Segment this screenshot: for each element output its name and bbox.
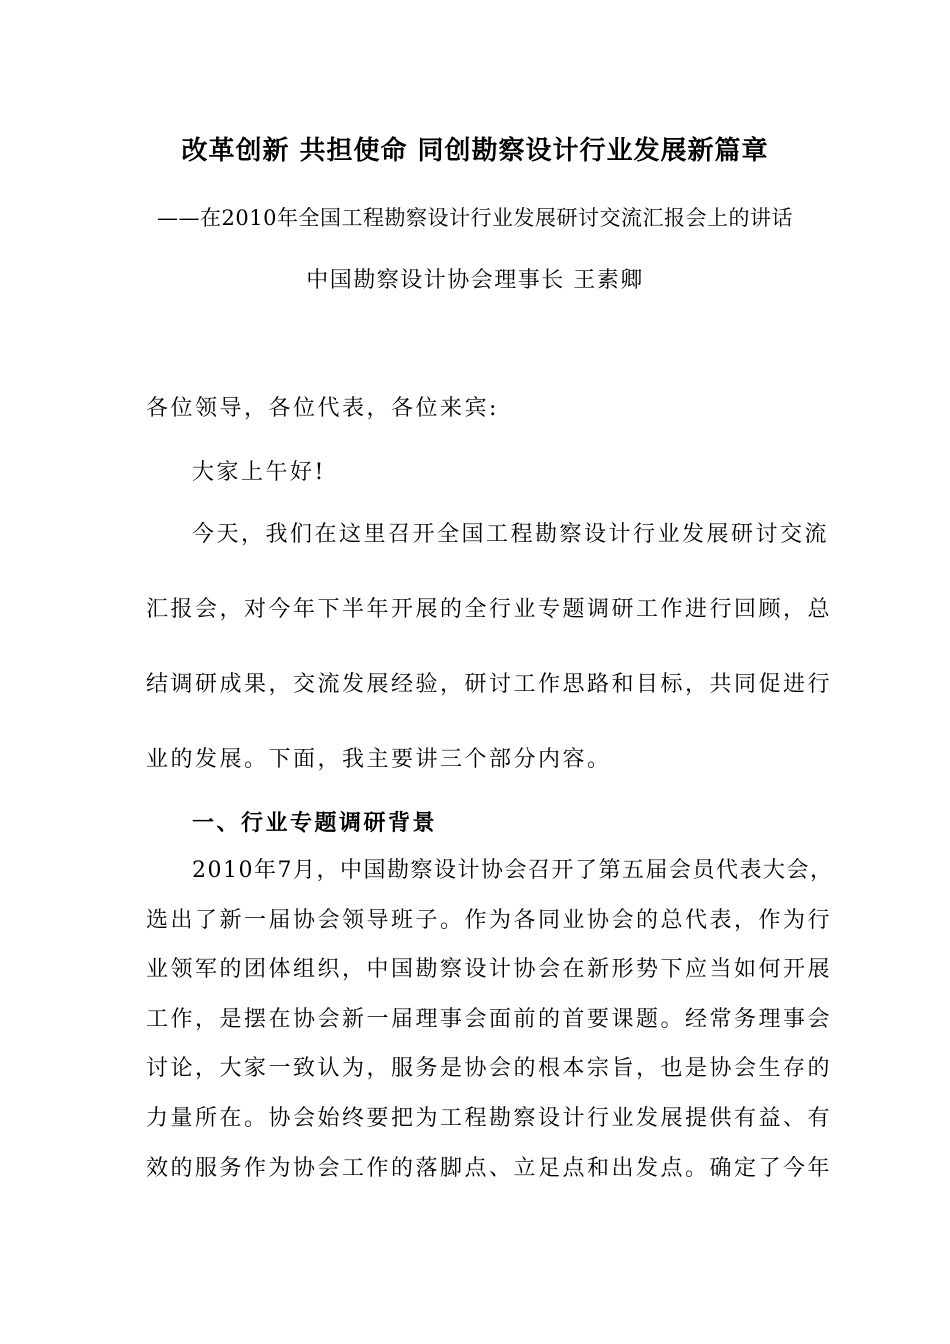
- paragraph1-line4: 业的发展。下面，我主要讲三个部分内容。: [146, 747, 612, 772]
- paragraph2-line5: 讨论，大家一致认为，服务是协会的根本宗旨，也是协会生存的: [146, 1056, 833, 1081]
- paragraph1-line2: 汇报会，对今年下半年开展的全行业专题调研工作进行回顾，总: [146, 597, 833, 622]
- document-title: 改革创新 共担使命 同创勘察设计行业发展新篇章: [181, 136, 769, 166]
- paragraph2-line6: 力量所在。协会始终要把为工程勘察设计行业发展提供有益、有: [146, 1106, 833, 1131]
- greeting: 大家上午好!: [192, 460, 326, 485]
- salutation: 各位领导，各位代表，各位来宾:: [146, 396, 499, 421]
- paragraph2-line1: 2010年7月，中国勘察设计协会召开了第五届会员代表大会，: [192, 858, 834, 883]
- paragraph1-line3: 结调研成果，交流发展经验，研讨工作思路和目标，共同促进行: [146, 672, 833, 697]
- paragraph2-line3: 业领军的团体组织，中国勘察设计协会在新形势下应当如何开展: [146, 957, 833, 982]
- section-heading: 一、行业专题调研背景: [192, 810, 438, 836]
- document-subtitle: ——在2010年全国工程勘察设计行业发展研讨交流汇报会上的讲话: [157, 206, 793, 230]
- paragraph1-line1: 今天，我们在这里召开全国工程勘察设计行业发展研讨交流: [192, 522, 830, 547]
- author-line: 中国勘察设计协会理事长 王素卿: [306, 268, 644, 293]
- paragraph2-line7: 效的服务作为协会工作的落脚点、立足点和出发点。确定了今年: [146, 1156, 833, 1181]
- paragraph2-line2: 选出了新一届协会领导班子。作为各同业协会的总代表，作为行: [146, 908, 833, 933]
- paragraph2-line4: 工作，是摆在协会新一届理事会面前的首要课题。经常务理事会: [146, 1007, 833, 1032]
